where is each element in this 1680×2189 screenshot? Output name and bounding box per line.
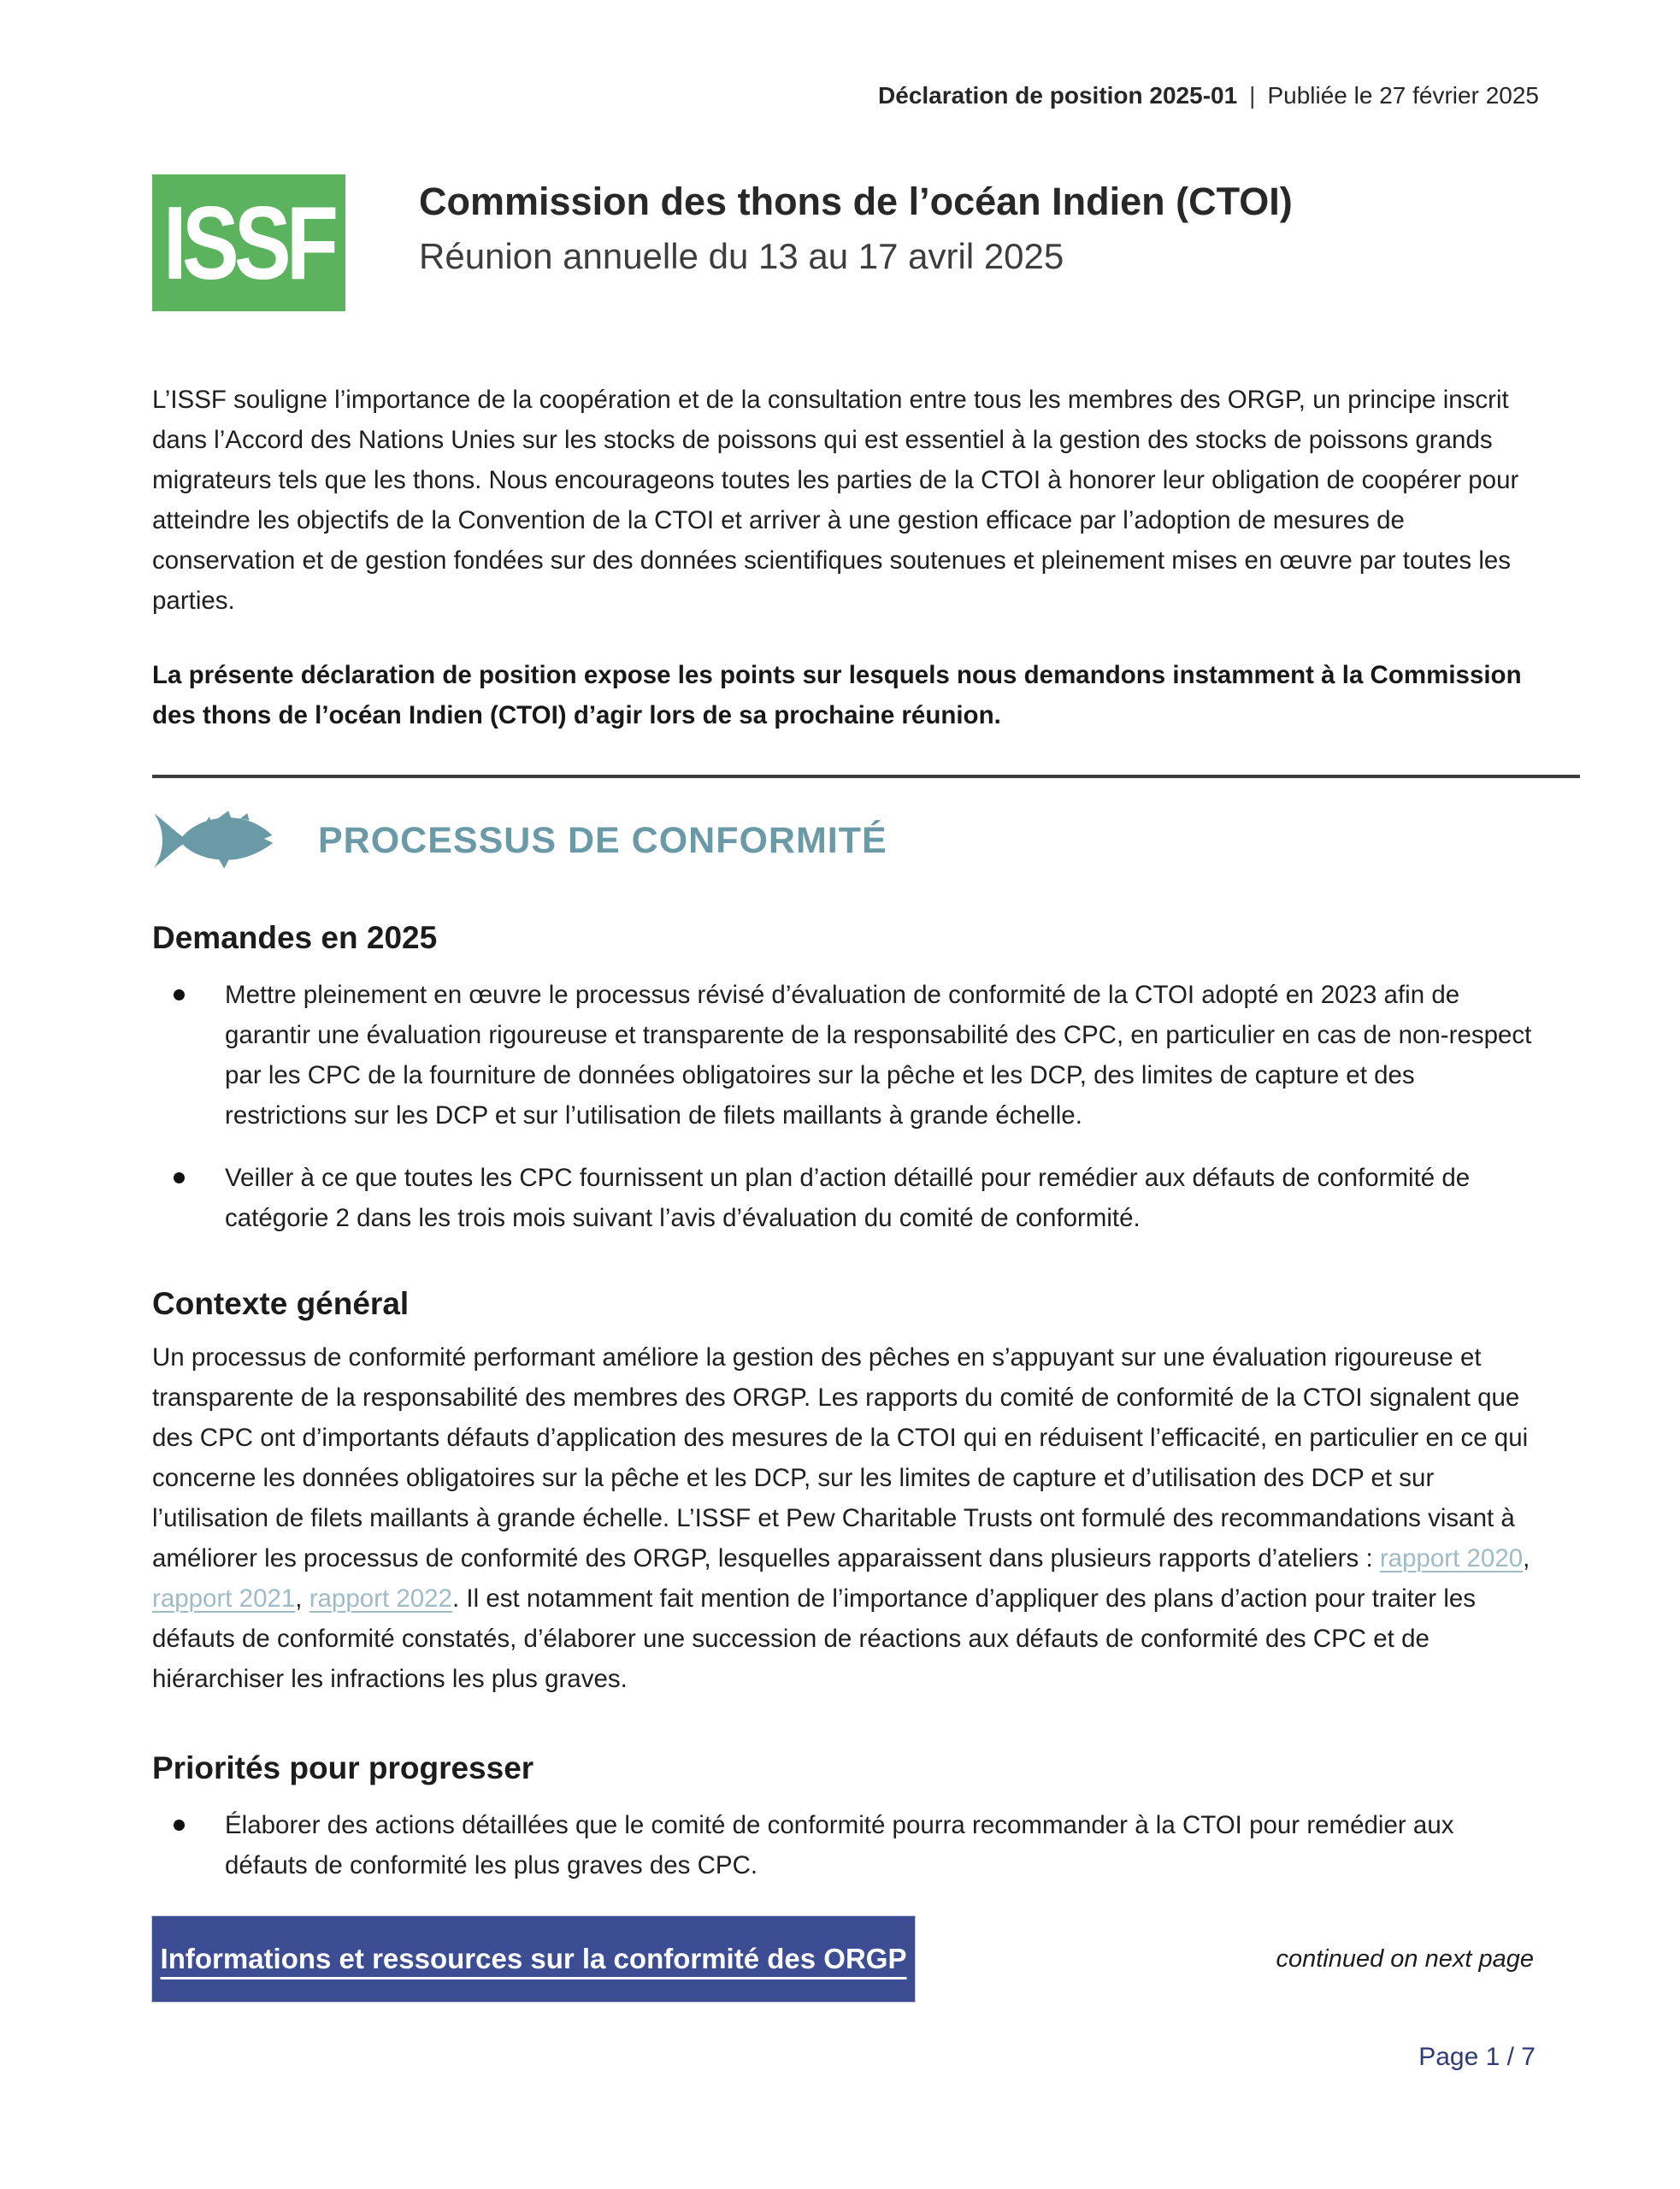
- header-separator: |: [1249, 82, 1256, 109]
- report-link[interactable]: rapport 2020: [1379, 1544, 1524, 1572]
- publish-date: Publiée le 27 février 2025: [1267, 82, 1539, 109]
- paragraph-text: ,: [1523, 1544, 1530, 1572]
- heading-contexte: Contexte général: [152, 1286, 410, 1321]
- title-block: [419, 174, 1293, 277]
- heading-priorites: Priorités pour progresser: [152, 1750, 534, 1785]
- report-link[interactable]: rapport 2021: [152, 1584, 296, 1613]
- section-title: PROCESSUS DE CONFORMITÉ: [318, 819, 887, 861]
- paragraph-text: Un processus de conformité performant améliore la gestion des pêches en s’appuyant sur une évaluation rigoureuse et transparente de la responsabilité des membres des ORGP. Les rapports du comité de conformité de la CTOI signalent que des CPC ont d’importants défauts d’application des mesures de la CTOI qui en réduisent l’efficacité, en particulier en ce qui concerne les données obligatoires sur la pêche et les DCP, sur les limites de capture et d’utilisation des DCP et sur l’utilisation de filets maillants à grande échelle. L’ISSF et Pew Charitable Trusts ont formulé des recommandations visant à améliorer les processus de conformité des ORGP, lesquelles apparaissent dans plusieurs rapports d’ateliers :: [152, 1343, 1529, 1572]
- masthead: [152, 174, 1539, 311]
- demandes-list: [152, 975, 1539, 1238]
- issf-logo-text: ISSF: [163, 185, 334, 301]
- continued-note: continued on next page: [1276, 1944, 1534, 1973]
- paragraph-text: ,: [295, 1584, 309, 1613]
- list-item: Élaborer des actions détaillées que le comité de conformité pourra recommander à la CTOI pour remédier aux défauts de conformité les plus graves des CPC.: [152, 1805, 1539, 1885]
- position-statement-note: La présente déclaration de position expose les points sur lesquels nous demandons instamment à la Commission des thons de l’océan Indien (CTOI) d’agir lors de sa prochaine réunion.: [152, 661, 1522, 729]
- contexte-paragraph: [152, 1337, 1539, 1699]
- compliance-resources-button[interactable]: Informations et ressources sur la conformité des ORGP: [152, 1916, 915, 2002]
- doc-reference: Déclaration de position 2025-01: [878, 82, 1238, 109]
- section-heading-row: [152, 811, 1539, 870]
- page-title: Commission des thons de l’océan Indien (CTOI): [419, 180, 1293, 223]
- heading-demandes: Demandes en 2025: [152, 920, 438, 955]
- document-header: [152, 0, 1539, 109]
- list-item: Mettre pleinement en œuvre le processus révisé d’évaluation de conformité de la CTOI adopté en 2023 afin de garantir une évaluation rigoureuse et transparente de la responsabilité des CPC, en particulier en cas de non-respect par les CPC de la fourniture de données obligatoires sur la pêche et les DCP, des limites de capture et des restrictions sur les DCP et sur l’utilisation de filets maillants à grande échelle.: [152, 975, 1539, 1136]
- page-number: Page 1 / 7: [1418, 2043, 1536, 2071]
- section-divider: [152, 775, 1580, 778]
- list-item: Veiller à ce que toutes les CPC fournissent un plan d’action détaillé pour remédier aux défauts de conformité de catégorie 2 dans les trois mois suivant l’avis d’évaluation du comité de conformité.: [152, 1158, 1539, 1238]
- report-link[interactable]: rapport 2022: [309, 1584, 452, 1613]
- tuna-fish-icon: [152, 811, 289, 870]
- footer-row: [152, 1916, 1539, 2002]
- paragraph-text: . Il est notamment fait mention de l’importance d’appliquer des plans d’action pour traiter les défauts de conformité constatés, d’élaborer une succession de réactions aux défauts de conformité des CPC et de hiérarchiser les infractions les plus graves.: [152, 1584, 1477, 1693]
- priorites-list: [152, 1805, 1539, 1885]
- issf-logo: [152, 174, 345, 311]
- page-subtitle: Réunion annuelle du 13 au 17 avril 2025: [419, 235, 1064, 276]
- intro-paragraph: L’ISSF souligne l’importance de la coopération et de la consultation entre tous les membres des ORGP, un principe inscrit dans l’Accord des Nations Unies sur les stocks de poissons qui est essentiel à la gestion des stocks de poissons grands migrateurs tels que les thons. Nous encourageons toutes les parties de la CTOI à honorer leur obligation de coopérer pour atteindre les objectifs de la Convention de la CTOI et arriver à une gestion efficace par l’adoption de mesures de conservation et de gestion fondées sur des données scientifiques soutenues et pleinement mises en œuvre par toutes les parties.: [152, 386, 1519, 615]
